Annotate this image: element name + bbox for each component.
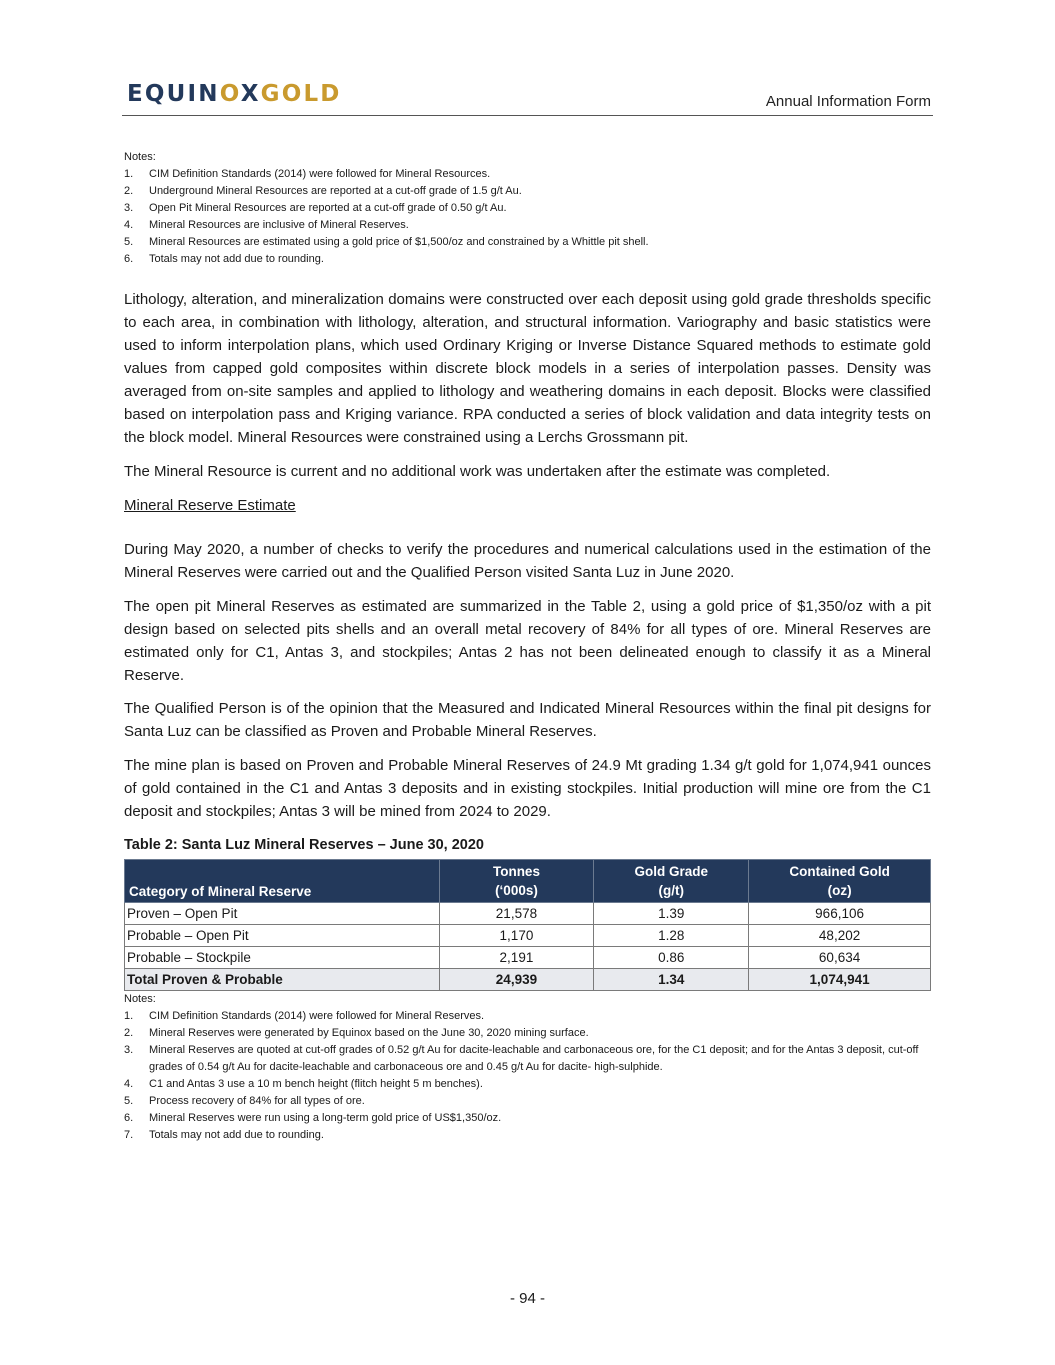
resource-notes (124, 149, 931, 268)
table-title: Table 2: Santa Luz Mineral Reserves – June 30, 2020 (124, 837, 484, 853)
table-row: Probable – Stockpile 2,191 0.86 60,634 (125, 947, 931, 969)
note-item: 5. Process recovery of 84% for all types of ore. (124, 1095, 365, 1107)
notes-title: Notes: (124, 993, 156, 1005)
note-item: 2. Underground Mineral Resources are reported at a cut-off grade of 1.5 g/t Au. (124, 185, 522, 197)
note-item: 4. Mineral Resources are inclusive of Mineral Reserves. (124, 219, 409, 231)
note-item: 3. Mineral Reserves are quoted at cut-off grades of 0.52 g/t Au for dacite-leachable and carbonaceous ore, for the C1 deposit; and for the Antas 3 deposit, cut-off grades of 0.54 g/t Au for dacite-leachable and carbonaceous ore and 0.45 g/t Au for dacite- high-sulphide. (124, 1044, 919, 1073)
page-number: - 94 - (509, 1290, 545, 1307)
note-item: 1. CIM Definition Standards (2014) were followed for Mineral Resources. (124, 168, 491, 180)
reserves-table-wrapper (124, 859, 931, 991)
note-item: 4. C1 and Antas 3 use a 10 m bench height (flitch height 5 m benches). (124, 1078, 483, 1090)
paragraph-resource-current: The Mineral Resource is current and no additional work was undertaken after the estimate was completed. (124, 463, 831, 480)
paragraph-qualified-person: The Qualified Person is of the opinion that the Measured and Indicated Mineral Resources within the final pit designs for Santa Luz can be classified as Proven and Probable Mineral Reserves. (124, 700, 931, 740)
note-item: 7. Totals may not add due to rounding. (124, 1129, 324, 1141)
paragraph-open-pit-reserves: The open pit Mineral Reserves as estimated are summarized in the Table 2, using a gold price of $1,350/oz with a pit design based on selected pits shells and an overall metal recovery of 84% for all types of ore. Mineral Reserves are estimated only for C1, Antas 3, and stockpiles; Antas 2 has not been delineated enough to classify it as a Mineral Reserve. (124, 598, 931, 684)
paragraph-resource-method: Lithology, alteration, and mineralization domains were constructed over each deposit using gold grade thresholds specific to each area, in combination with lithology, alteration, and structural information. Variography and basic statistics were used to inform interpolation plans, which used Ordinary Kriging or Inverse Distance Squared methods to estimate gold values from capped gold composites within discrete block models in a series of interpolation passes. Density was averaged from on-site samples and applied to lithology and weathering domains in each deposit. Blocks were classified based on interpolation pass and Kriging variance. RPA conducted a series of block validation and data integrity tests on the block model. Mineral Resources were constrained using a Lerchs Grossmann pit. (124, 291, 931, 446)
table-row: Proven – Open Pit 21,578 1.39 966,106 (125, 903, 931, 925)
note-item: 1. CIM Definition Standards (2014) were followed for Mineral Reserves. (124, 1010, 485, 1022)
table-header-row (125, 860, 931, 903)
header-divider (122, 115, 933, 116)
note-item: 2. Mineral Reserves were generated by Equinox based on the June 30, 2020 mining surface. (124, 1027, 589, 1039)
note-item: 6. Mineral Reserves were run using a long-term gold price of US$1,350/oz. (124, 1112, 502, 1124)
reserve-notes (124, 991, 931, 1144)
column-header-tonnes: Tonnes (‘000s) (439, 860, 594, 903)
paragraph-mine-plan: The mine plan is based on Proven and Probable Mineral Reserves of 24.9 Mt grading 1.34 g/t gold for 1,074,941 ounces of gold contained in the C1 and Antas 3 deposits and in existing stockpiles. Initial production will mine ore from the C1 deposit and stockpiles; Antas 3 will be mined from 2024 to 2029. (124, 757, 931, 820)
note-item: 3. Open Pit Mineral Resources are reported at a cut-off grade of 0.50 g/t Au. (124, 202, 507, 214)
note-item: 6. Totals may not add due to rounding. (124, 253, 324, 265)
table-row: Probable – Open Pit 1,170 1.28 48,202 (125, 925, 931, 947)
column-header-category: Category of Mineral Reserve (125, 860, 440, 903)
paragraph-reserve-checks: During May 2020, a number of checks to verify the procedures and numerical calculations used in the estimation of the Mineral Reserves were carried out and the Qualified Person visited Santa Luz in June 2020. (124, 541, 931, 581)
column-header-contained-gold: Contained Gold (oz) (749, 860, 931, 903)
equinox-gold-logo: EQUINOXGOLD (127, 81, 342, 107)
section-heading-reserve-estimate: Mineral Reserve Estimate (124, 497, 296, 514)
reserves-table (124, 859, 931, 991)
notes-title: Notes: (124, 151, 156, 163)
column-header-gold-grade: Gold Grade (g/t) (594, 860, 749, 903)
table-total-row: Total Proven & Probable 24,939 1.34 1,074,941 (125, 969, 931, 991)
note-item: 5. Mineral Resources are estimated using a gold price of $1,500/oz and constrained by a Whittle pit shell. (124, 236, 649, 248)
document-title: Annual Information Form (765, 93, 931, 110)
